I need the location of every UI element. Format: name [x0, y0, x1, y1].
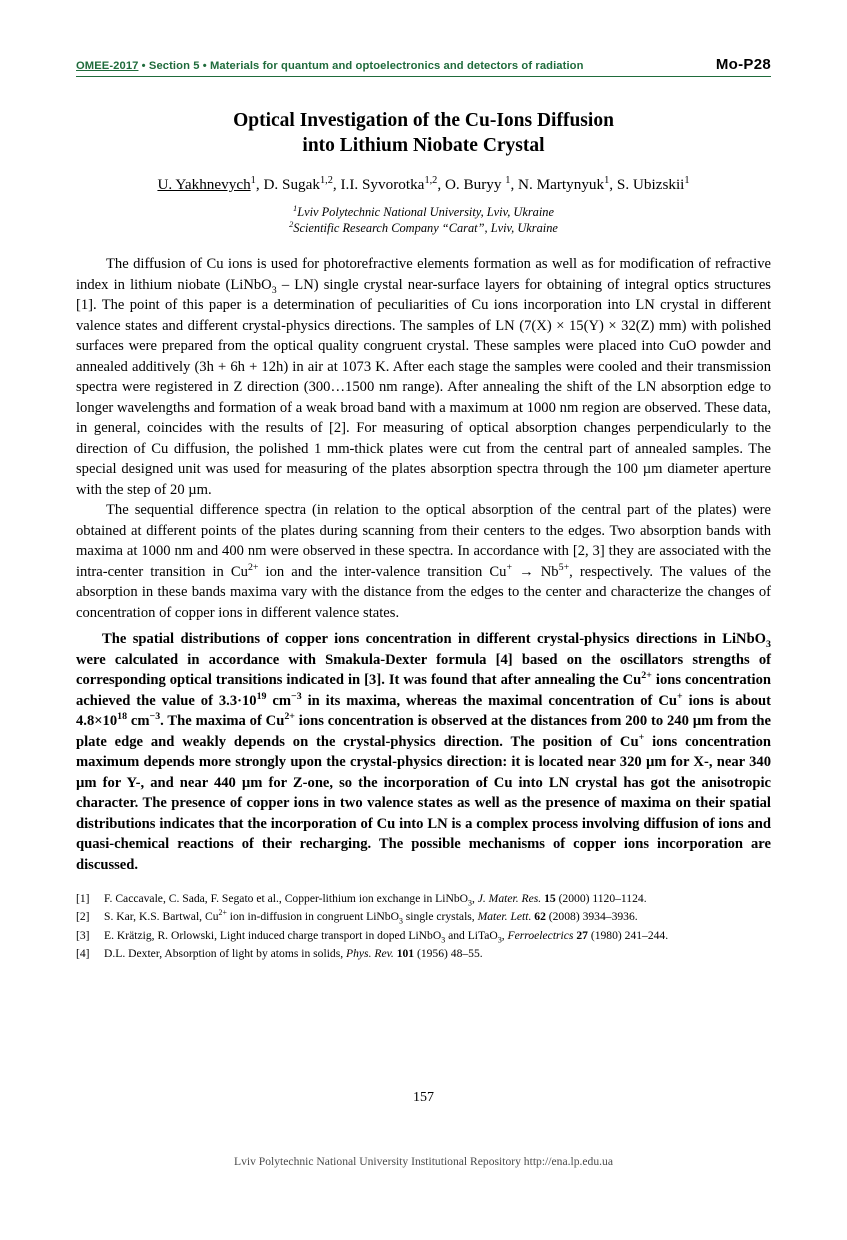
- repository-footer: Lviv Polytechnic National University Institutional Repository http://ena.lp.edu.ua: [234, 1155, 613, 1168]
- reference-item: [76, 928, 771, 943]
- results-b: were calculated in accordance with Smakula-Dexter formula [4] based on the oscillators strengths of corresponding optical transitions indicated in [3]. It was found that after annealing the Cu: [76, 651, 771, 689]
- ref1-volume: 15: [544, 892, 556, 906]
- results-i: ions concentration is observed at the distances from 200 to 240 µm from the plate edge and weakly depends on the crystal-physics direction. The position of Cu: [76, 713, 771, 750]
- page-number: 157: [413, 1090, 434, 1105]
- page-title: [76, 109, 771, 159]
- ref3-b: and LiTaO: [445, 928, 498, 942]
- abstract-paragraph-2: [76, 500, 771, 623]
- reference-number: [3]: [76, 928, 90, 942]
- author-3-affil: 1,2: [424, 174, 438, 186]
- affiliation-2-text: Scientific Research Company “Carat”, Lviv, Ukraine: [293, 221, 558, 236]
- results-sup8: +: [638, 732, 645, 744]
- results-paragraph: [76, 629, 771, 875]
- results-sup3: −3: [291, 691, 302, 703]
- author-2-affil: 1,2: [319, 174, 333, 186]
- ref1-a: F. Caccavale, C. Sada, F. Segato et al., Copper-lithium ion exchange in LiNbO: [104, 892, 468, 906]
- affiliation-2: [76, 220, 771, 236]
- reference-number: [1]: [76, 892, 90, 906]
- author-5: , N. Martynyuk: [510, 175, 605, 193]
- ref1-journal: J. Mater. Res.: [477, 892, 542, 906]
- results-sup1: 2+: [641, 670, 652, 682]
- results-sup4: +: [676, 691, 683, 703]
- author-6: , S. Ubizskii: [609, 175, 685, 193]
- results-c: ions concentration achieved the value of 3.3·10: [76, 672, 771, 709]
- author-6-affil: 1: [684, 174, 690, 186]
- ref3-sub1: 3: [441, 934, 446, 944]
- author-lead-affil: 1: [250, 174, 256, 186]
- ref3-d: (1980) 241–244.: [587, 928, 669, 942]
- results-d: cm: [266, 692, 292, 709]
- abstract-body: [76, 254, 771, 623]
- author-3: , I.I. Syvorotka: [332, 175, 425, 193]
- reference-list: [76, 891, 771, 960]
- ref2-a: S. Kar, K.S. Bartwal, Cu: [104, 910, 219, 924]
- ref2-b: ion in-diffusion in congruent LiNbO: [226, 910, 399, 924]
- reference-number: [2]: [76, 910, 90, 924]
- author-lead: U. Yakhnevych: [157, 175, 251, 193]
- title-line-1: Optical Investigation of the Cu-Ions Diffusion: [233, 110, 614, 131]
- ref3-c: ,: [501, 928, 508, 942]
- paper-code: Mo-P28: [715, 56, 771, 73]
- affiliation-list: [76, 204, 771, 237]
- abstract-p1-a: The diffusion of Cu ions is used for photorefractive elements formation as well as for modification of refractive index in lithium niobate (LiNbO: [76, 256, 771, 293]
- title-line-2: into Lithium Niobate Crystal: [302, 134, 545, 156]
- results-f: ions is about 4.8×10: [76, 692, 771, 730]
- reference-number: [4]: [76, 946, 90, 960]
- ref3-a: E. Krätzig, R. Orlowski, Light induced charge transport in doped LiNbO: [104, 928, 442, 942]
- reference-item: [76, 909, 771, 924]
- abstract-p2-d: , respectively. The values of the absorption in these bands maxima vary with the distance from the edges to the center and characterize the changes of concentration of copper ions in different valence states.: [76, 563, 772, 621]
- abstract-p1-sub: 3: [271, 284, 277, 296]
- results-e: in its maxima, whereas the maximal concentration of Cu: [301, 692, 677, 709]
- ref2-journal: Mater. Lett.: [477, 910, 532, 924]
- author-5-affil: 1: [604, 174, 610, 186]
- abstract-p2-sup2: +: [506, 562, 513, 574]
- results-sub1: 3: [766, 639, 771, 651]
- conference-acronym: OMEE-2017: [76, 60, 139, 72]
- abstract-p1-b: – LN) single crystal near-surface layers for obtaining of integral optics structures [1]. The point of this paper is a determination of peculiarities of Cu ions incorporation into LN crystal in different valence states and different crystal-physics directions. The samples of LN (7(X) × 15(Y) × 32(Z) mm) with polished surfaces were prepared from the optical quality congruent crystal. These samples were placed into CuO powder and annealed additively (3h + 6h + 12h) in air at 1073 K. After each stage the samples were cooled and their transmission spectra were registered in Z direction (300…1500 nm range). After annealing the shift of the LN absorption edge to longer wavelengths and formation of a weak broad band with a maximum at 1000 nm region are observed. These data, in general, coincides with the results of [2]. For measuring of optical absorption changes perpendicularly to the direction of Cu diffusion, the polished 1 mm-thick plates were cut from the central part of annealed samples. The special designed unit was used for measuring of the plates absorption spectra through the 100 µm diameter aperture with the step of 20 µm.: [76, 276, 771, 498]
- affiliation-1-marker: 1: [292, 202, 298, 213]
- section-title: • Section 5 • Materials for quantum and optoelectronics and detectors of radiation: [138, 60, 584, 72]
- ref4-journal: Phys. Rev.: [346, 946, 394, 960]
- ref2-sub: 3: [398, 916, 403, 926]
- affiliation-1: [76, 204, 771, 220]
- ref4-a: D.L. Dexter, Absorption of light by atoms in solids,: [104, 946, 347, 960]
- ref3-journal: Ferroelectrics: [507, 928, 574, 942]
- results-g: cm: [127, 713, 150, 730]
- affiliation-1-text: Lviv Polytechnic National University, Lviv, Ukraine: [297, 204, 555, 219]
- results-h: . The maxima of Cu: [160, 713, 285, 730]
- abstract-p2-sup3: 5+: [558, 562, 570, 574]
- ref4-volume: 101: [396, 946, 415, 960]
- running-head-left: [76, 60, 584, 72]
- results-sup6: −3: [149, 711, 161, 723]
- abstract-p2-c: → Nb: [512, 563, 559, 580]
- reference-text: [104, 909, 771, 924]
- running-head: [76, 56, 771, 77]
- abstract-p2-sup1: 2+: [247, 562, 259, 574]
- reference-text: [104, 946, 771, 961]
- ref2-sup: 2+: [218, 908, 227, 918]
- abstract-p2-a: The sequential difference spectra (in relation to the optical absorption of the central part of the plates) were obtained at different points of the plates during scanning from their centers to the edges. Two absorption bands with maxima at 1000 nm and 400 nm were observed in these spectra. In accordance with [2, 3] they are associated with the intra-center transition in Cu: [76, 502, 771, 580]
- affiliation-2-marker: 2: [289, 218, 294, 229]
- ref1-b: ,: [471, 892, 478, 906]
- ref3-volume: 27: [576, 928, 588, 942]
- results-sup2: 19: [256, 691, 267, 703]
- author-2: , D. Sugak: [255, 175, 320, 193]
- reference-text: [104, 928, 771, 943]
- ref1-sub: 3: [468, 898, 472, 908]
- ref4-b: (1956) 48–55.: [414, 946, 483, 960]
- results-sup7: 2+: [284, 711, 295, 723]
- ref2-d: (2008) 3934–3936.: [545, 910, 638, 924]
- ref2-volume: 62: [534, 910, 546, 924]
- abstract-p2-b: ion and the inter-valence transition Cu: [258, 563, 507, 580]
- reference-item: [76, 946, 771, 961]
- reference-text: [104, 891, 771, 906]
- author-4-affil: 1: [505, 174, 511, 186]
- abstract-paragraph-1: [76, 254, 771, 500]
- results-a: The spatial distributions of copper ions concentration in different crystal-physics directions in LiNbO: [102, 631, 767, 648]
- results-paragraph-text: [76, 629, 771, 875]
- results-sup5: 18: [117, 711, 128, 723]
- reference-item: [76, 891, 771, 906]
- ref1-c: (2000) 1120–1124.: [555, 892, 647, 906]
- ref2-c: single crystals,: [402, 910, 478, 924]
- ref3-sub2: 3: [497, 934, 502, 944]
- author-list: [76, 175, 771, 195]
- author-4: , O. Buryy: [437, 175, 506, 193]
- results-j: ions concentration maximum depends more strongly upon the crystal-physics direction: it is located near 320 µm for X-, near 340 µm for Y-, and near 440 µm for Z-one, so the incorporation of Cu into LN crystal has got the anisotropic character. The presence of copper ions in two valence states as well as the presence of maxima on their spatial distributions indicates that the incorporation of Cu into LN is a complex process involving diffusion of ions and quasi-chemical reactions of their recharging. The possible mechanisms of copper ions incorporation are discussed.: [76, 733, 771, 873]
